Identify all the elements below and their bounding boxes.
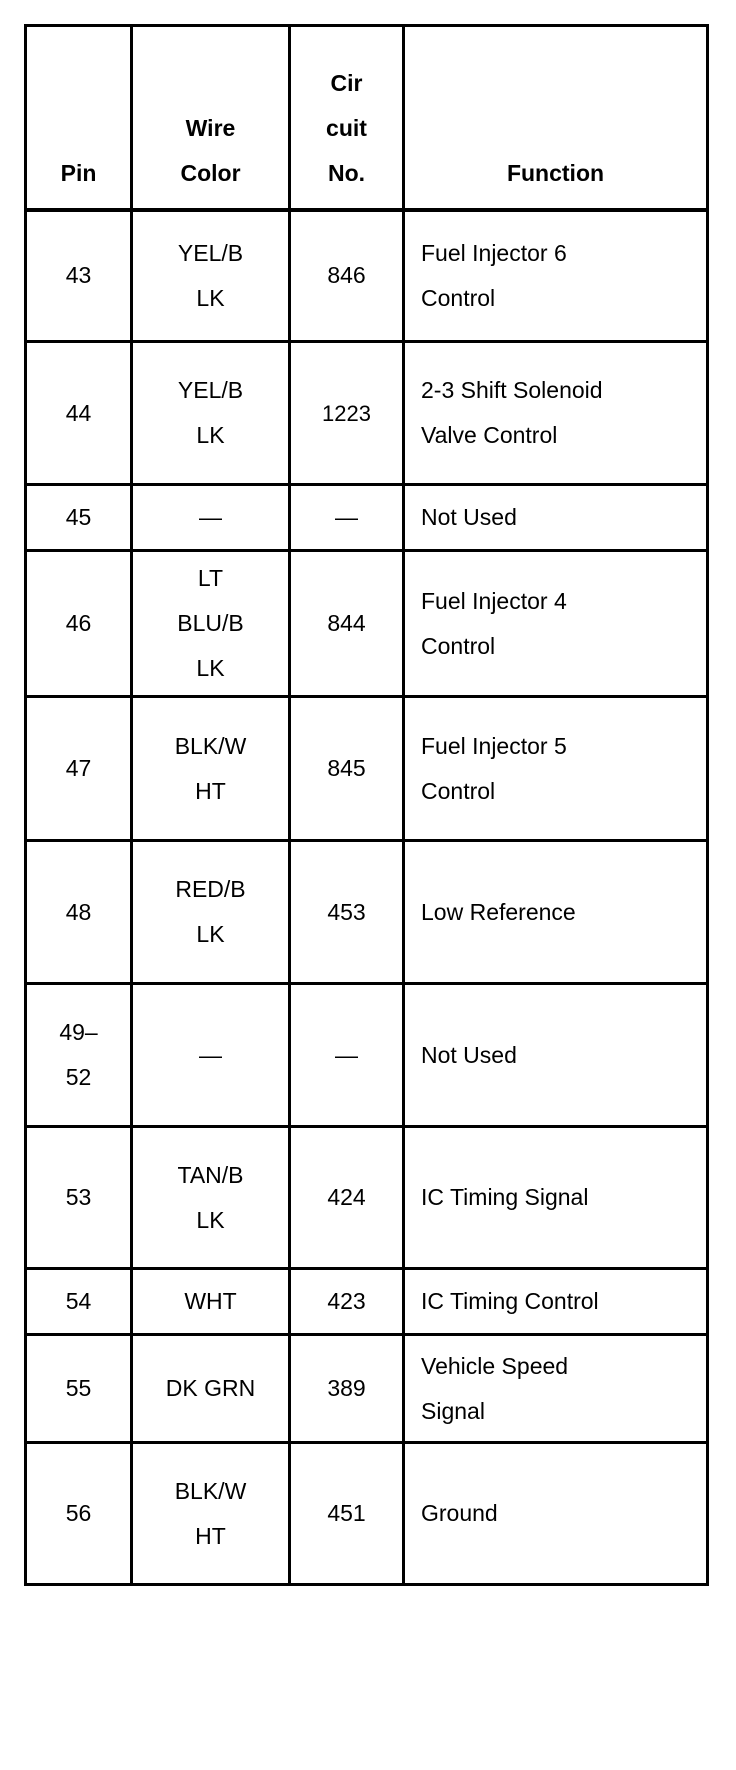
circuit-cell: 389	[290, 1335, 404, 1443]
table-row	[26, 210, 708, 342]
function-cell: 2-3 Shift Solenoid Valve Control	[404, 342, 708, 485]
wire-color-cell: WHT	[132, 1269, 290, 1335]
circuit-cell: 424	[290, 1127, 404, 1269]
pin-cell: 49– 52	[26, 984, 132, 1127]
pin-cell: 56	[26, 1443, 132, 1585]
circuit-cell: 453	[290, 841, 404, 984]
table-row	[26, 984, 708, 1127]
wire-color-cell: TAN/B LK	[132, 1127, 290, 1269]
function-cell: Ground	[404, 1443, 708, 1585]
connector-pinout-table	[24, 24, 709, 1586]
function-cell: Fuel Injector 4 Control	[404, 551, 708, 697]
circuit-cell: 1223	[290, 342, 404, 485]
pin-cell: 53	[26, 1127, 132, 1269]
wire-color-cell: DK GRN	[132, 1335, 290, 1443]
table-row	[26, 841, 708, 984]
pin-cell: 47	[26, 697, 132, 841]
function-cell: Not Used	[404, 485, 708, 551]
circuit-cell: 423	[290, 1269, 404, 1335]
pin-cell: 46	[26, 551, 132, 697]
wire-color-cell: —	[132, 485, 290, 551]
circuit-cell: —	[290, 485, 404, 551]
header-circuit-no: Cir cuit No.	[290, 26, 404, 210]
pin-cell: 45	[26, 485, 132, 551]
header-function: Function	[404, 26, 708, 210]
wire-color-cell: BLK/W HT	[132, 1443, 290, 1585]
table-row	[26, 697, 708, 841]
table-row	[26, 551, 708, 697]
table-row	[26, 1127, 708, 1269]
pin-cell: 54	[26, 1269, 132, 1335]
wire-color-cell: YEL/B LK	[132, 342, 290, 485]
header-wire-color: Wire Color	[132, 26, 290, 210]
wire-color-cell: YEL/B LK	[132, 210, 290, 342]
table-row	[26, 1269, 708, 1335]
circuit-cell: 844	[290, 551, 404, 697]
header-pin: Pin	[26, 26, 132, 210]
function-cell: Vehicle Speed Signal	[404, 1335, 708, 1443]
function-cell: IC Timing Control	[404, 1269, 708, 1335]
wire-color-cell: BLK/W HT	[132, 697, 290, 841]
pin-cell: 55	[26, 1335, 132, 1443]
pin-cell: 48	[26, 841, 132, 984]
pin-cell: 43	[26, 210, 132, 342]
table-row	[26, 1335, 708, 1443]
table-row	[26, 485, 708, 551]
function-cell: IC Timing Signal	[404, 1127, 708, 1269]
circuit-cell: 451	[290, 1443, 404, 1585]
circuit-cell: —	[290, 984, 404, 1127]
function-cell: Fuel Injector 5 Control	[404, 697, 708, 841]
circuit-cell: 845	[290, 697, 404, 841]
wire-color-cell: RED/B LK	[132, 841, 290, 984]
wire-color-cell: —	[132, 984, 290, 1127]
pin-cell: 44	[26, 342, 132, 485]
function-cell: Fuel Injector 6 Control	[404, 210, 708, 342]
header-row	[26, 26, 708, 210]
function-cell: Not Used	[404, 984, 708, 1127]
wire-color-cell: LT BLU/B LK	[132, 551, 290, 697]
table-row	[26, 342, 708, 485]
circuit-cell: 846	[290, 210, 404, 342]
function-cell: Low Reference	[404, 841, 708, 984]
table-row	[26, 1443, 708, 1585]
